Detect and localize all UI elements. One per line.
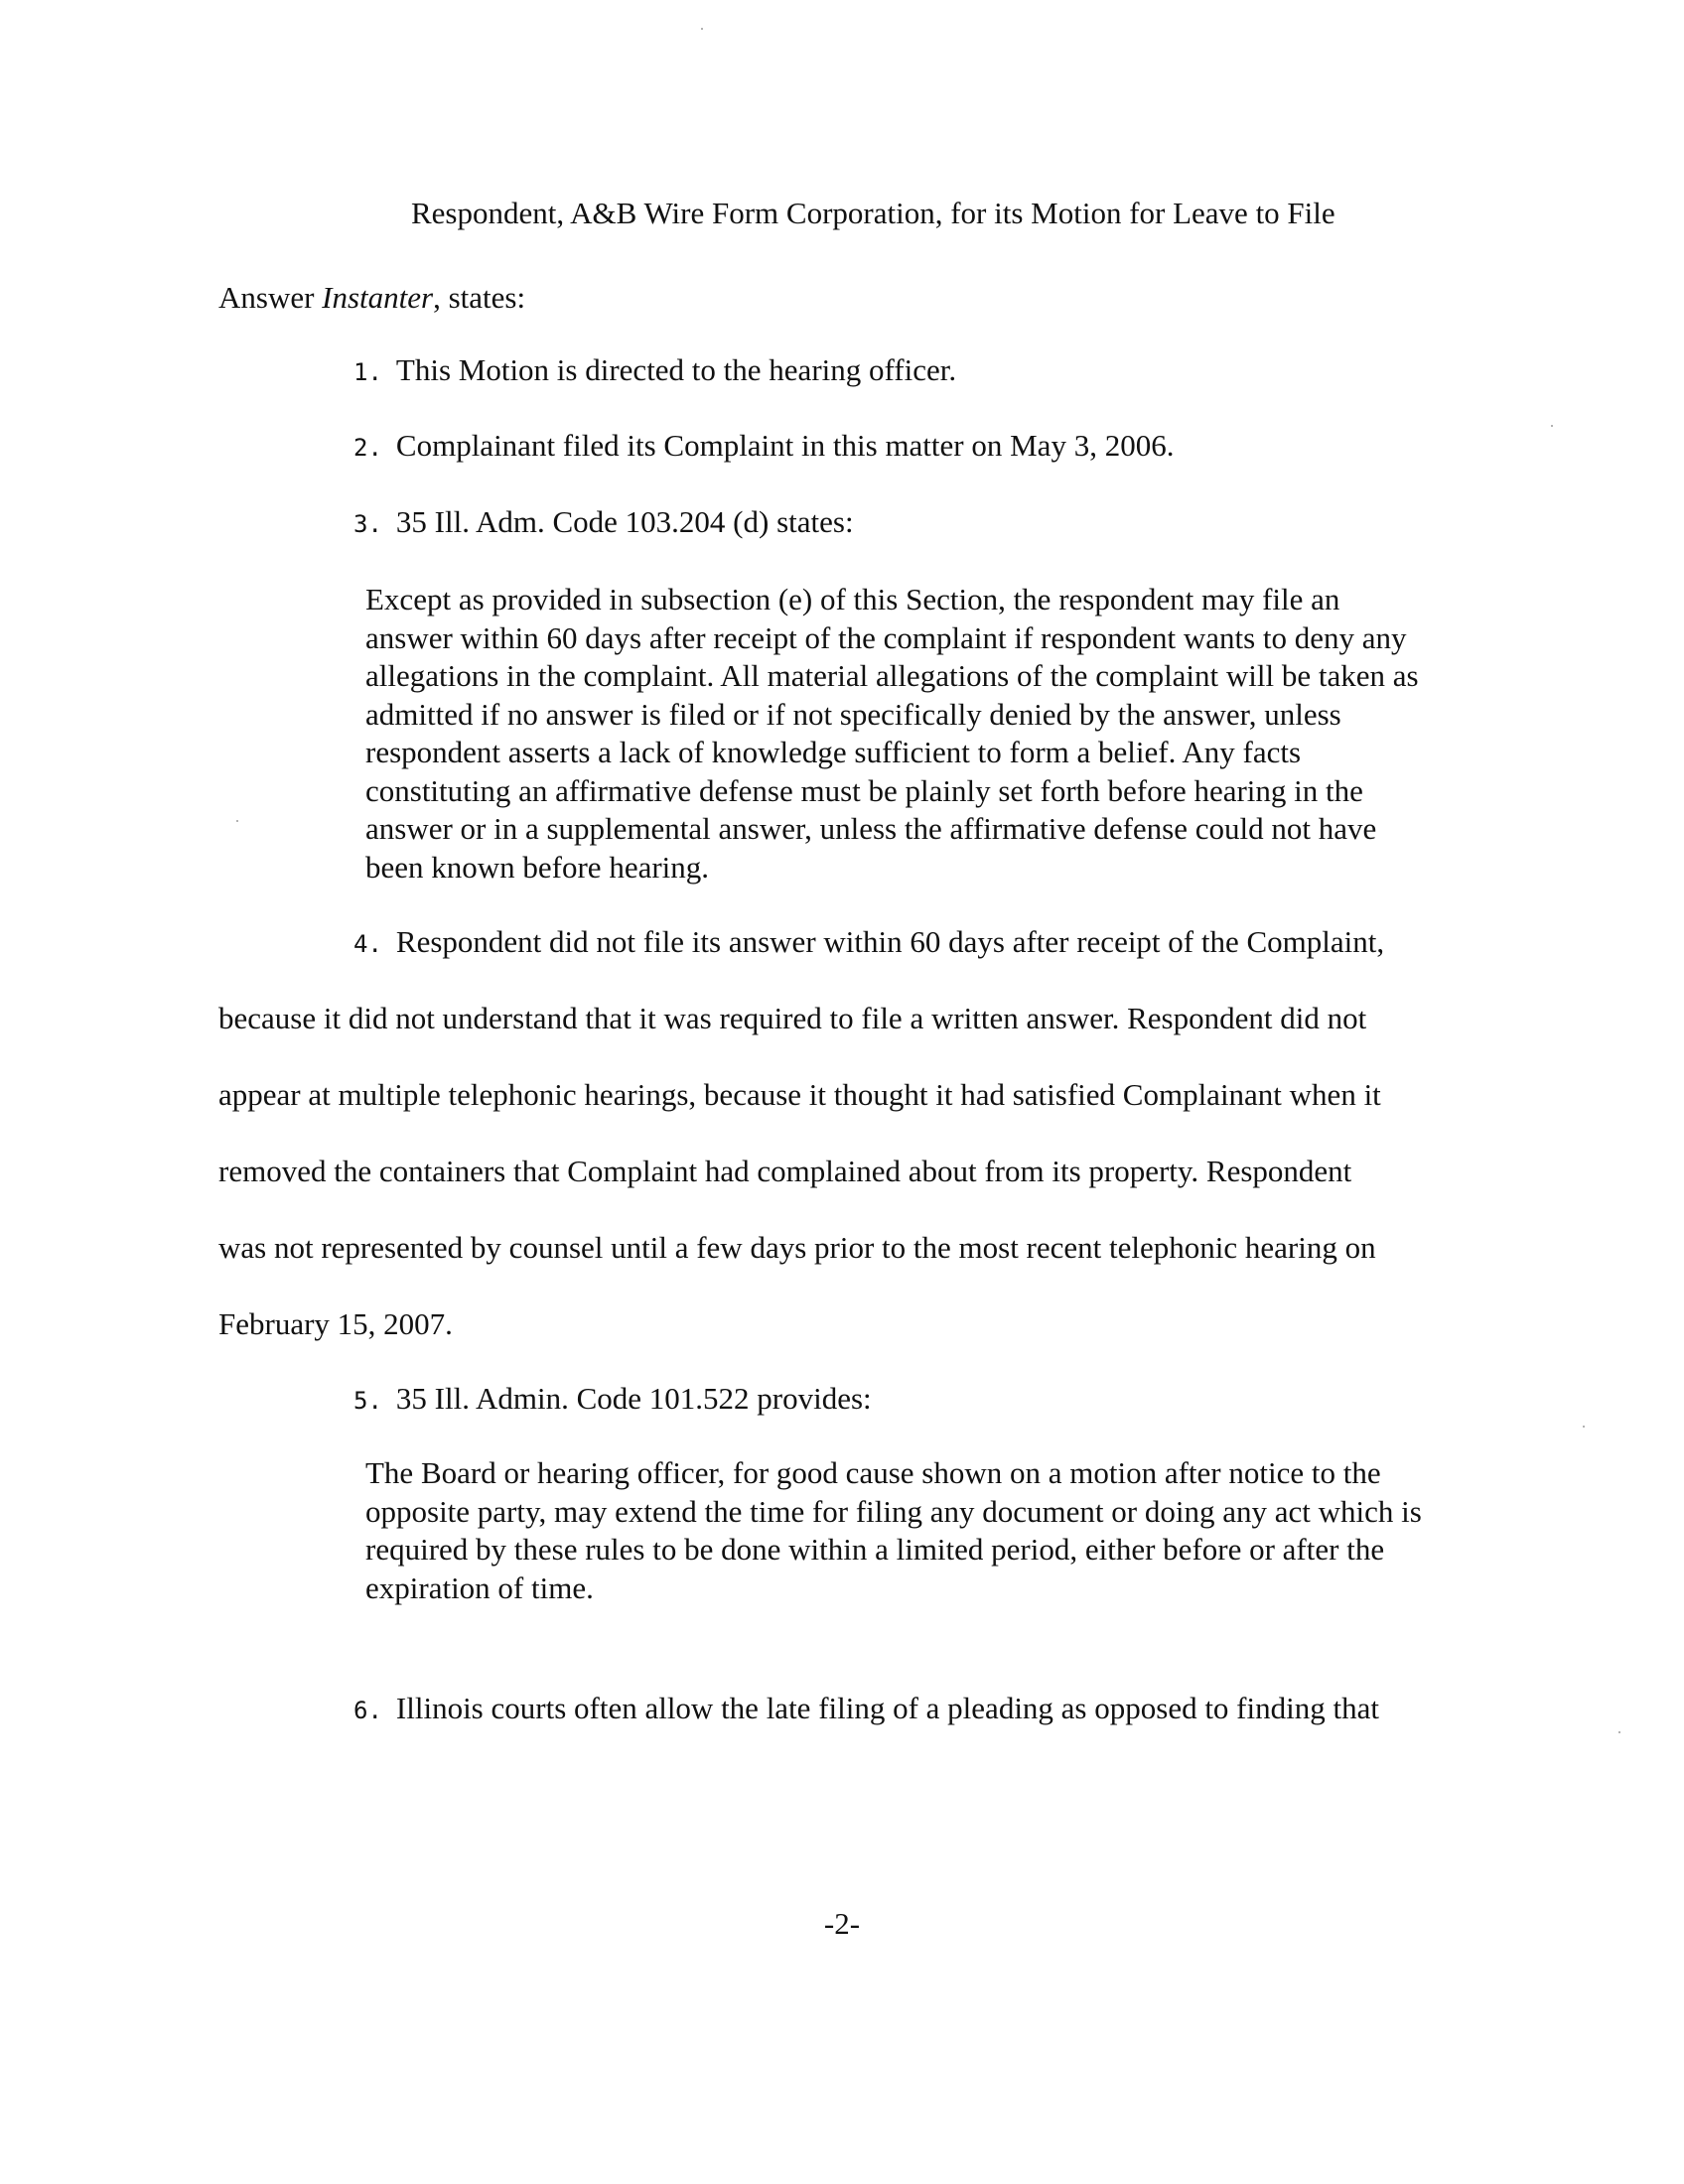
quote-line: The Board or hearing officer, for good cause shown on a motion after notice to the xyxy=(365,1455,1381,1490)
scan-speck xyxy=(1551,425,1553,427)
paragraph-4-line-4: removed the containers that Complaint had complained about from its property. Respondent xyxy=(218,1154,1352,1188)
quote-line: Except as provided in subsection (e) of this Section, the respondent may file an xyxy=(365,582,1340,616)
paragraph-number: 4. xyxy=(353,930,382,958)
block-quote-101-522 xyxy=(365,1454,1422,1607)
quote-line: allegations in the complaint. All material allegations of the complaint will be taken as xyxy=(365,658,1419,693)
paragraph-number: 1. xyxy=(353,358,382,386)
paragraph-text: 35 Ill. Adm. Code 103.204 (d) states: xyxy=(395,504,854,539)
intro-line-2 xyxy=(218,279,525,317)
paragraph-1 xyxy=(353,351,956,391)
quote-line: been known before hearing. xyxy=(365,849,710,885)
paragraph-number: 3. xyxy=(353,510,382,538)
quote-line: opposite party, may extend the time for filing any document or doing any act which is xyxy=(365,1493,1422,1529)
paragraph-text: Respondent did not file its answer within 60 days after receipt of the Complaint, xyxy=(395,924,1385,959)
quote-line: constituting an affirmative defense must be plainly set forth before hearing in the xyxy=(365,772,1363,808)
intro-answer-text: Answer xyxy=(218,280,323,315)
scan-speck xyxy=(701,28,703,30)
paragraph-4 xyxy=(353,923,1384,963)
paragraph-number: 6. xyxy=(353,1697,382,1724)
paragraph-4-line-3: appear at multiple telephonic hearings, because it thought it had satisfied Complainant when it xyxy=(218,1077,1381,1112)
intro-states-text: , states: xyxy=(433,280,526,315)
paragraph-4-line-6: February 15, 2007. xyxy=(218,1306,453,1341)
paragraph-3 xyxy=(353,503,854,543)
block-quote-103-204 xyxy=(365,581,1419,887)
quote-line: answer within 60 days after receipt of the complaint if respondent wants to deny any xyxy=(365,619,1407,655)
scan-speck xyxy=(236,820,238,822)
quote-line: admitted if no answer is filed or if not specifically denied by the answer, unless xyxy=(365,696,1341,732)
scan-speck xyxy=(1583,1426,1585,1428)
paragraph-text: This Motion is directed to the hearing officer. xyxy=(395,352,957,387)
intro-instanter-text: Instanter xyxy=(322,280,434,315)
intro-line-1: Respondent, A&B Wire Form Corporation, for its Motion for Leave to File xyxy=(411,196,1335,230)
quote-line: required by these rules to be done within a limited period, either before or after the xyxy=(365,1532,1385,1567)
paragraph-5 xyxy=(353,1380,872,1420)
scan-speck xyxy=(1618,1731,1620,1733)
paragraph-text: Illinois courts often allow the late filing of a pleading as opposed to finding that xyxy=(395,1691,1379,1725)
paragraph-6 xyxy=(353,1690,1379,1729)
paragraph-4-line-5: was not represented by counsel until a few days prior to the most recent telephonic hearing on xyxy=(218,1230,1376,1265)
quote-line: respondent asserts a lack of knowledge sufficient to form a belief. Any facts xyxy=(365,735,1302,769)
paragraph-text: 35 Ill. Admin. Code 101.522 provides: xyxy=(395,1381,872,1416)
paragraph-text: Complainant filed its Complaint in this matter on May 3, 2006. xyxy=(395,428,1175,463)
quote-line: expiration of time. xyxy=(365,1570,594,1605)
paragraph-2 xyxy=(353,427,1174,467)
paragraph-number: 2. xyxy=(353,434,382,462)
page-number: -2- xyxy=(823,1906,861,1941)
paragraph-number: 5. xyxy=(353,1387,382,1415)
paragraph-4-line-2: because it did not understand that it was required to file a written answer. Respondent did not xyxy=(218,1001,1367,1035)
quote-line: answer or in a supplemental answer, unless the affirmative defense could not have xyxy=(365,811,1377,846)
